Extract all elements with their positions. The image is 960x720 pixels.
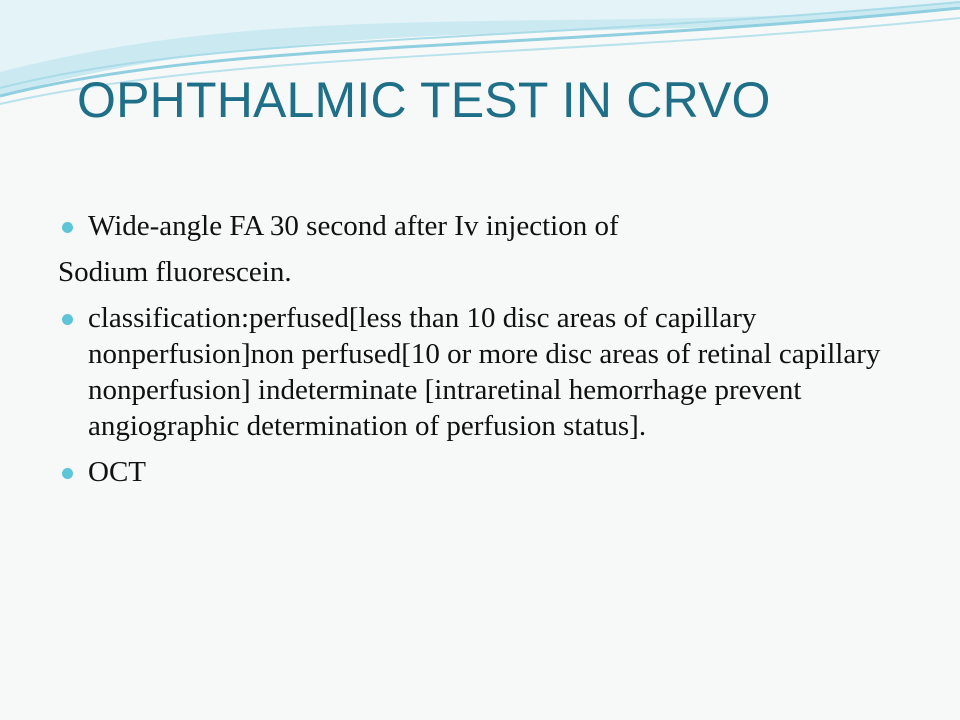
bullet-item: [55, 208, 935, 244]
bullet-text: Wide-angle FA 30 second after Iv injection of: [88, 210, 619, 242]
bullet-item: [55, 454, 935, 490]
bullet-item: [55, 300, 935, 444]
bullet-text: classification:perfused[less than 10 disc areas of capillary nonperfusion]non perfused[10 or more disc areas of retinal capillary nonperfusion] indeterminate [intraretinal hemorrhage prevent angiographic determination of perfusion status].: [88, 302, 881, 442]
slide-title: OPHTHALMIC TEST IN CRVO: [77, 72, 771, 128]
bullet-text: Sodium fluorescein.: [58, 256, 292, 288]
bullet-dot-icon: [62, 314, 73, 325]
continuation-text: [55, 254, 935, 290]
bullet-dot-icon: [62, 222, 73, 233]
bullet-text: OCT: [88, 456, 146, 488]
content-body: [55, 208, 935, 500]
bullet-dot-icon: [62, 468, 73, 479]
